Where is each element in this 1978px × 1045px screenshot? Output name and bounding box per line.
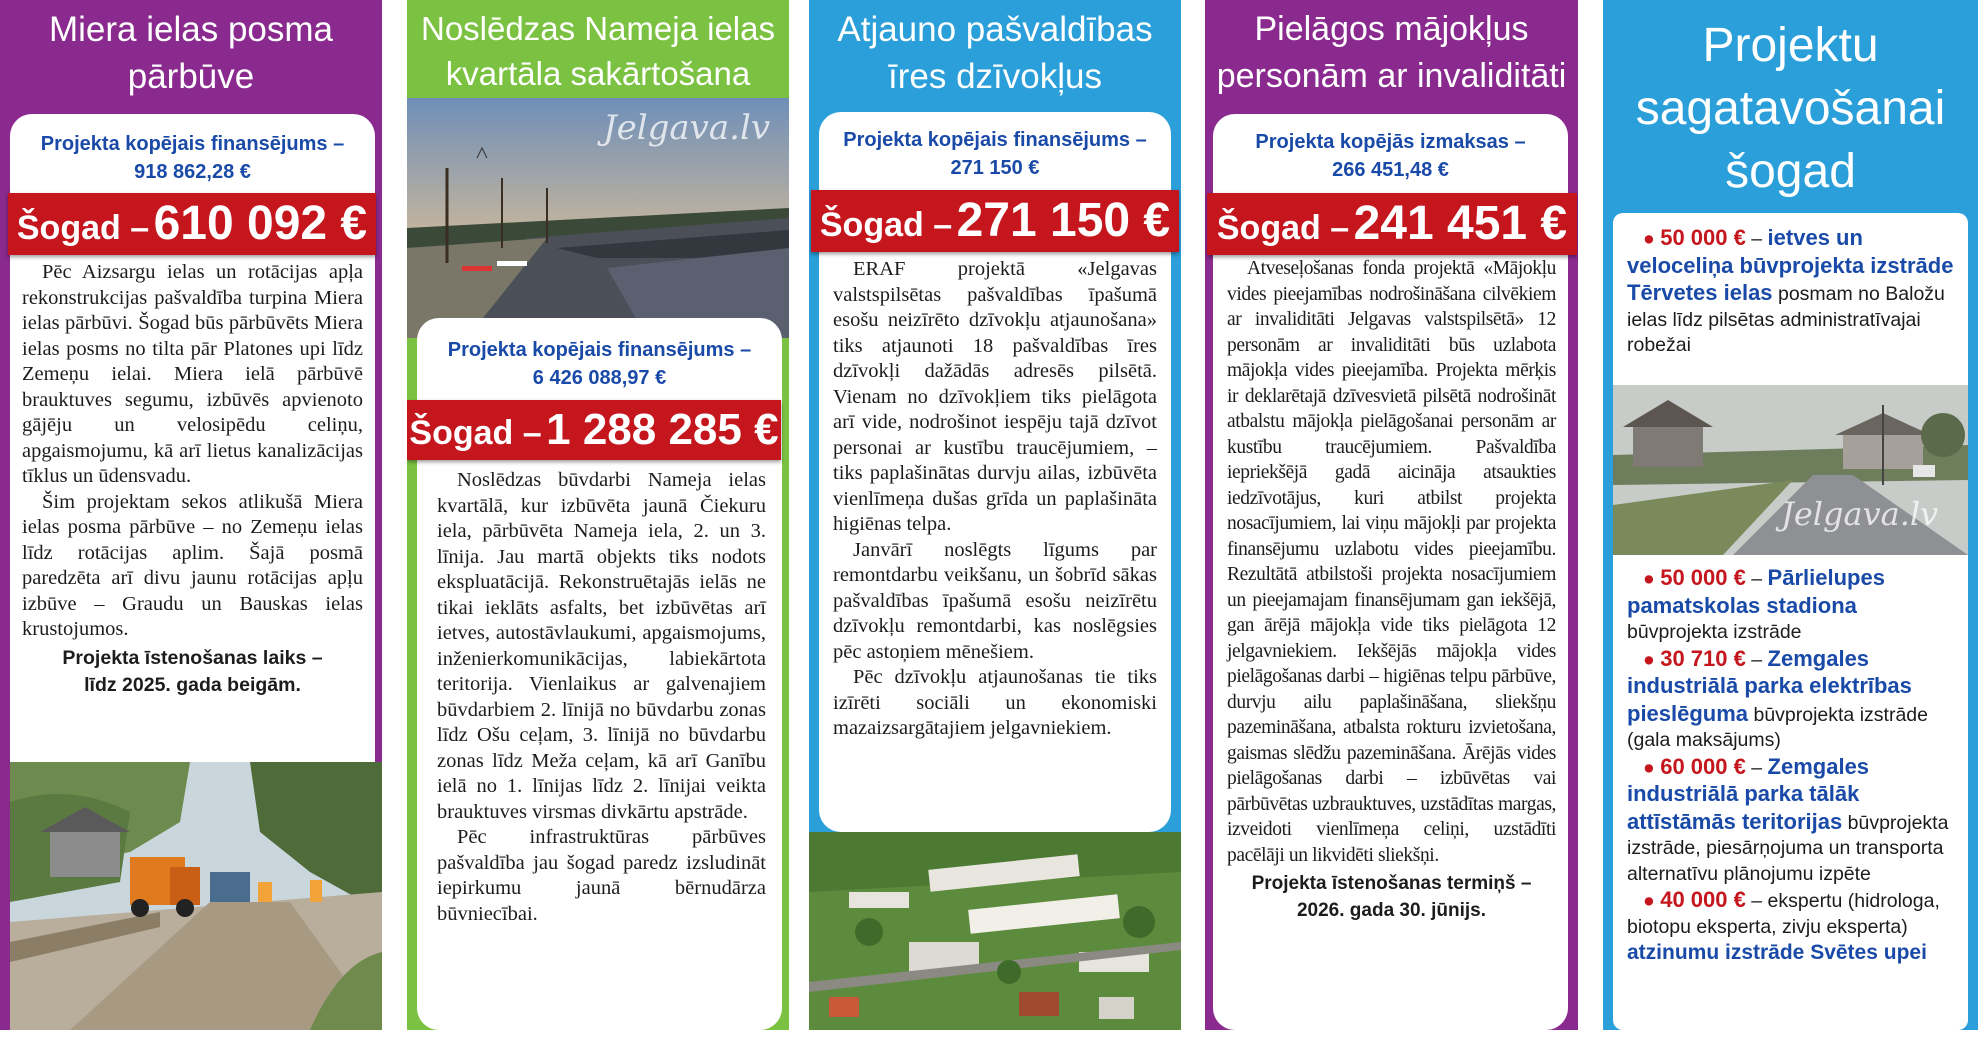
deadline-note: Projekta īstenošanas termiņš – 2026. gada 30. jūnijs. (1251, 873, 1532, 921)
this-year-amount-banner: Šogad – 610 092 € (8, 193, 376, 255)
column-title: Pielāgos mājokļus personām ar invaliditāti (1216, 10, 1567, 95)
paragraph: ERAF projektā «Jelgavas valstspilsētas pašvaldības īpašumā esošu neizīrēto dzīvokļu atjaunošana» tiks atjaunoti 18 pašvaldības īres dzīvokļi dažādās adresēs pilsētā. Vienam no dzīvokļiem tiks pielāgota arī vide, nodrošinot iespēju tajā dzīvot personai ar kustību traucējumiem, – tiks paplašinātas durvju ailas, izbūvēta vienlīmeņa dušas grīda un paplašināta higiēnas telpa. (833, 258, 1157, 535)
timeline-note: Projekta īstenošanas laiks – līdz 2025. gada beigām. (62, 646, 323, 696)
paragraph: Šim projektam sekos atlikušā Miera ielas posma pārbūve – no Zemeņu ielas līdz rotācijas aplim. Šajā posmā paredzēta arī divu jaunu rotācijas apļu izbūve – Graudu un Bauskas ielas krustojumos. (22, 490, 363, 640)
column-rental-apartments (809, 0, 1181, 1030)
this-year-amount-banner: Šogad – 1 288 285 € (407, 400, 781, 460)
rural-road-photo (1613, 385, 1968, 555)
paragraph: Pēc infrastruktūras pārbūves pašvaldība jau šogad paredz izsludināt iepirkumu jaunā bērnudārza būvniecībai. (437, 826, 766, 925)
list-item: ● 50 000 € – Pārlielupes pamatskolas stadiona būvprojekta izstrāde (1627, 565, 1885, 643)
total-financing: Projekta kopējais finansējums – 918 862,28 € (40, 133, 345, 183)
aerial-city-image (809, 832, 1181, 1030)
aerial-city-photo (809, 832, 1181, 1030)
column-title: Noslēdzas Nameja ielas kvartāla sakārtošana (421, 10, 775, 92)
paragraph: Pēc dzīvokļu atjaunošanas tie tiks izīrēti sociāli un ekonomiski mazaizsargātajiem jelgavniekiem. (833, 666, 1157, 739)
total-financing: Projekta kopējais finansējums – 6 426 088,97 € (447, 339, 752, 389)
column-accessibility-homes (1205, 0, 1578, 1030)
column-nameja-street (407, 0, 789, 1030)
paragraph: Noslēdzas būvdarbi Nameja ielas kvartālā, kur izbūvēta jaunā Čiekuru iela, pārbūvēta Nameja iela, 2. un 3. līnija. Jau martā objekts tiks nodots ekspluatācijā. Rekonstruētajās ielās ne tikai ieklāts asfalts, bet izbūvētas arī ietves, autostāvlaukumi, apgaismojums, inženierkomunikācijas, labiekārtota teritorija. Vienlaikus ar galvenajiem būvdarbiem 2. līnijā no būvdarbu zonas līdz Ošu ceļam, 3. līnijā no būvdarbu zonas līdz Meža ceļam, kā arī Ganību ielā no 1. līnijas līdz 2. līnijai veikta brauktuves virsmas divkārtu apstrāde. (437, 469, 766, 823)
this-year-amount-banner: Šogad – 271 150 € (811, 190, 1179, 252)
info-card (1613, 213, 1968, 1030)
paragraph: Atveseļošanas fonda projektā «Mājokļu vides pieejamības nodrošināšana cilvēkiem ar invaliditāti Jelgavas valstspilsētā» 12 personām ar invaliditāti būs uzlabota mājokļa vides pieejamība. Projekta mērķis ir deklarētajā dzīvesvietā pilsētā nodrošināt atbalstu mājokļa pielāgošanai personām ar kustību traucējumiem. Pašvaldība iepriekšējā gadā aicināja atsaukties iedzīvotājus, kuri atbilst projekta nosacījumiem, lai viņu mājokļi par projekta finansējumu uzlabotu vides pieejamību. Rezultātā atbilstoši projekta nosacījumiem un pieejamajam finansējumam gan iekšējā, gan ārējā mājokļa vide tiks pielāgota 12 jelgavniekiem. Iekšējās mājokļa vides pielāgošanas darbi – higiēnas telpu pārbūve, durvju ailu paplašināšana, sliekšņu pazemināšana, atbalsta rokturu izvietošana, gaismas slēdžu pazemināšana. Ārējās vides pielāgošanas darbi – izbūvētas vai pārbūvētas uzbrauktuves, uzstādītas margas, izveidoti vienlīmeņa celiņi, uzstādīti pacēlāji un likvidēti sliekšņi. (1227, 258, 1556, 866)
article-text (437, 468, 766, 927)
this-year-amount-banner: Šogad – 241 451 € (1207, 193, 1577, 255)
project-list (1627, 225, 1956, 359)
road-construction-photo (10, 762, 382, 1030)
list-item: ● 60 000 € – Zemgales industriālā parka tālāk attīstāmās teritorijas būvprojekta izstrāde, piesārņojuma un transporta alternatīvu plānojumu izpēte (1627, 753, 1949, 885)
column-title: Atjauno pašvaldības īres dzīvokļus (837, 10, 1153, 96)
total-costs: Projekta kopējās izmaksas – 266 451,48 € (1255, 131, 1526, 181)
article-text (833, 257, 1157, 742)
article-text (22, 260, 363, 699)
watermark: Jelgava.lv (1781, 495, 1939, 533)
road-construction-image (10, 762, 382, 1030)
street-photo (407, 98, 789, 338)
list-item: ● 40 000 € – ekspertu (hidrologa, biotopu eksperta, zivju eksperta) atzinumu izstrāde Svētes upei (1627, 887, 1940, 964)
watermark: Jelgava.lv (603, 108, 771, 148)
column-miera-street (0, 0, 382, 1030)
list-item: ● 50 000 € – ietves un veloceliņa būvprojekta izstrāde Tērvetes ielas posmam no Baložu ielas līdz pilsētas administratīvajai robežai (1627, 225, 1954, 356)
column-project-preparation (1603, 0, 1978, 1030)
total-financing: Projekta kopējais finansējums – 271 150 € (843, 129, 1147, 179)
list-item: ● 30 710 € – Zemgales industriālā parka elektrības pieslēguma būvprojekta izstrāde (gala maksājums) (1627, 645, 1928, 751)
column-title: Projektu sagatavošanai šogad (1635, 19, 1946, 198)
paragraph: Janvārī noslēgts līgums par remontdarbu veikšanu, un šobrīd sākas pašvaldības īpašumā esošu neizīrētu dzīvokļu remontdarbi, kas noslēgsies pēc astoņiem mēnešiem. (833, 538, 1157, 663)
column-title: Miera ielas posma pārbūve (49, 10, 333, 96)
paragraph: Pēc Aizsargu ielas un rotācijas apļa rekonstrukcijas pašvaldība turpina Miera ielas pārbūvi. Šogad būs pārbūvēts Miera ielas posms no tilta pār Platones upi līdz Zemeņu ielai. Miera ielā pārbūvē brauktuves segumu, izbūvēs apvienoto gājēju un velosipēdu celiņu, apgaismojumu, kā arī lietus kanalizācijas tīklus un ūdensvadu. (22, 261, 363, 487)
article-text (1227, 256, 1556, 924)
project-list-continued (1627, 565, 1956, 967)
